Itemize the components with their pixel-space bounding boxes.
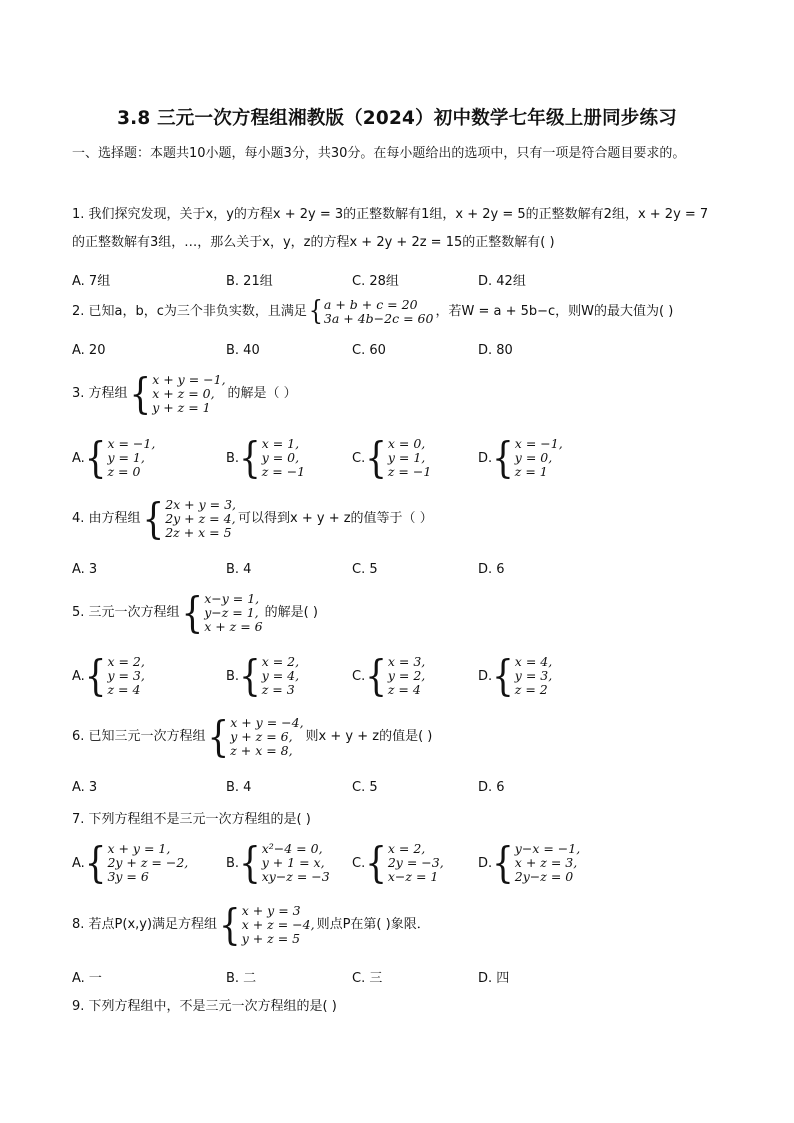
question-7: 7. 下列方程组不是三元一次方程组的是( ) bbox=[72, 812, 311, 827]
option-c[interactable]: C. 三 bbox=[352, 971, 383, 986]
question-5-suffix: 的解是( ) bbox=[264, 605, 318, 620]
equation: 2y + z = 4, bbox=[165, 511, 236, 526]
option-a[interactable]: A. 20 bbox=[72, 343, 106, 358]
question-8 bbox=[72, 900, 732, 950]
equation-system: { x + y = −1, x + z = 0, y + z = 1 bbox=[129, 369, 226, 419]
option-a[interactable]: A. 7组 bbox=[72, 274, 111, 289]
option-a[interactable]: A. { x + y = 1, 2y + z = −2, 3y = 6 bbox=[72, 838, 189, 888]
option-b[interactable]: B. 21组 bbox=[226, 274, 273, 289]
equation: 2z + x = 5 bbox=[165, 525, 232, 540]
option-b[interactable]: B. { x = 1, y = 0, z = −1 bbox=[226, 433, 306, 483]
question-6 bbox=[72, 712, 732, 762]
question-5 bbox=[72, 588, 732, 638]
option-c[interactable]: C. { x = 2, 2y = −3, x−z = 1 bbox=[352, 838, 444, 888]
question-3-prefix: 3. 方程组 bbox=[72, 386, 128, 401]
option-c[interactable]: C. { x = 0, y = 1, z = −1 bbox=[352, 433, 432, 483]
option-d[interactable]: D. { y−x = −1, x + z = 3, 2y−z = 0 bbox=[478, 838, 581, 888]
question-3 bbox=[72, 369, 732, 419]
option-b[interactable]: B. 4 bbox=[226, 562, 252, 577]
option-c[interactable]: C. 60 bbox=[352, 343, 386, 358]
question-8-options bbox=[72, 967, 732, 987]
question-8-suffix: 则点P在第( )象限． bbox=[316, 917, 430, 932]
equation-system: { 2x + y = 3, 2y + z = 4, 2z + x = 5 bbox=[142, 494, 237, 544]
option-d[interactable]: D. 四 bbox=[478, 971, 510, 986]
question-1-line-1: 1. 我们探究发现，关于x，y的方程x + 2y = 3的正整数解有1组，x + 2y = 5的正整数解有2组，x + 2y = 7 bbox=[72, 207, 709, 222]
equation: z + x = 8, bbox=[230, 743, 293, 758]
equation: x + z = 0, bbox=[152, 386, 215, 401]
equation: 3a + 4b−2c = 60 bbox=[323, 311, 434, 326]
option-b[interactable]: B. { x = 2, y = 4, z = 3 bbox=[226, 651, 300, 701]
question-4-suffix: 可以得到x + y + z的值等于（ ） bbox=[238, 511, 433, 526]
equation: x−y = 1, bbox=[204, 591, 260, 606]
option-a[interactable]: A. 3 bbox=[72, 562, 98, 577]
equation-system: { x + y = 3 x + z = −4, y + z = 5 bbox=[219, 900, 315, 950]
option-a[interactable]: A. 一 bbox=[72, 971, 102, 986]
option-b[interactable]: B. 4 bbox=[226, 780, 252, 795]
option-c[interactable]: C. 5 bbox=[352, 562, 378, 577]
equation: x + z = −4, bbox=[241, 917, 315, 932]
question-4-prefix: 4. 由方程组 bbox=[72, 511, 141, 526]
equation: x + y = −4, bbox=[230, 715, 304, 730]
question-9: 9. 下列方程组中，不是三元一次方程组的是( ) bbox=[72, 999, 337, 1014]
equation: a + b + c = 20 bbox=[323, 297, 418, 312]
section-instructions: 一、选择题：本题共10小题，每小题3分，共30分。在每小题给出的选项中，只有一项是符合题目要求的。 bbox=[72, 146, 686, 161]
option-d[interactable]: D. { x = 4, y = 3, z = 2 bbox=[478, 651, 553, 701]
question-1 bbox=[72, 201, 732, 257]
option-d[interactable]: D. 42组 bbox=[478, 274, 526, 289]
equation-system: { a + b + c = 20 3a + 4b−2c = 60 bbox=[308, 295, 434, 327]
question-6-suffix: 则x + y + z的值是( ) bbox=[305, 729, 433, 744]
question-7-options bbox=[72, 838, 732, 888]
question-2 bbox=[72, 295, 732, 327]
question-5-prefix: 5. 三元一次方程组 bbox=[72, 605, 180, 620]
option-d[interactable]: D. 80 bbox=[478, 343, 513, 358]
question-4-options bbox=[72, 562, 732, 582]
equation: y−z = 1, bbox=[204, 605, 259, 620]
option-b[interactable]: B. 40 bbox=[226, 343, 260, 358]
question-8-prefix: 8. 若点P(x,y)满足方程组 bbox=[72, 917, 218, 932]
option-a[interactable]: A. 3 bbox=[72, 780, 98, 795]
option-d[interactable]: D. 6 bbox=[478, 780, 505, 795]
question-6-options bbox=[72, 780, 732, 800]
question-1-line-2: 的正整数解有3组，…，那么关于x，y，z的方程x + 2y + 2z = 15的正整数解有( ) bbox=[72, 235, 555, 250]
question-3-suffix: 的解是（ ） bbox=[227, 386, 297, 401]
option-c[interactable]: C. 28组 bbox=[352, 274, 399, 289]
option-b[interactable]: B. { x²−4 = 0, y + 1 = x, xy−z = −3 bbox=[226, 838, 330, 888]
equation: y + z = 6, bbox=[230, 729, 293, 744]
option-d[interactable]: D. 6 bbox=[478, 562, 505, 577]
question-2-options bbox=[72, 343, 732, 363]
question-1-options bbox=[72, 270, 732, 290]
question-5-options bbox=[72, 651, 732, 701]
question-3-options bbox=[72, 433, 732, 483]
equation: x + z = 6 bbox=[204, 619, 263, 634]
equation: x + y = −1, bbox=[152, 372, 226, 387]
option-b[interactable]: B. 二 bbox=[226, 971, 257, 986]
equation: 2x + y = 3, bbox=[165, 497, 237, 512]
equation: y + z = 5 bbox=[241, 931, 301, 946]
option-a[interactable]: A. { x = 2, y = 3, z = 4 bbox=[72, 651, 145, 701]
equation-system: { x + y = −4, y + z = 6, z + x = 8, bbox=[207, 712, 304, 762]
question-2-prefix: 2. 已知a，b，c为三个非负实数，且满足 bbox=[72, 304, 307, 319]
option-c[interactable]: C. 5 bbox=[352, 780, 378, 795]
equation: x + y = 3 bbox=[241, 903, 301, 918]
option-a[interactable]: A. { x = −1, y = 1, z = 0 bbox=[72, 433, 156, 483]
question-4 bbox=[72, 494, 732, 544]
equation-system: { x−y = 1, y−z = 1, x + z = 6 bbox=[181, 588, 263, 638]
page-title: 3.8 三元一次方程组湘教版（2024）初中数学七年级上册同步练习 bbox=[117, 108, 677, 129]
question-2-suffix: ，若W = a + 5b−c，则W的最大值为( ) bbox=[435, 304, 674, 319]
option-d[interactable]: D. { x = −1, y = 0, z = 1 bbox=[478, 433, 563, 483]
option-c[interactable]: C. { x = 3, y = 2, z = 4 bbox=[352, 651, 426, 701]
question-6-prefix: 6. 已知三元一次方程组 bbox=[72, 729, 206, 744]
equation: y + z = 1 bbox=[152, 400, 211, 415]
